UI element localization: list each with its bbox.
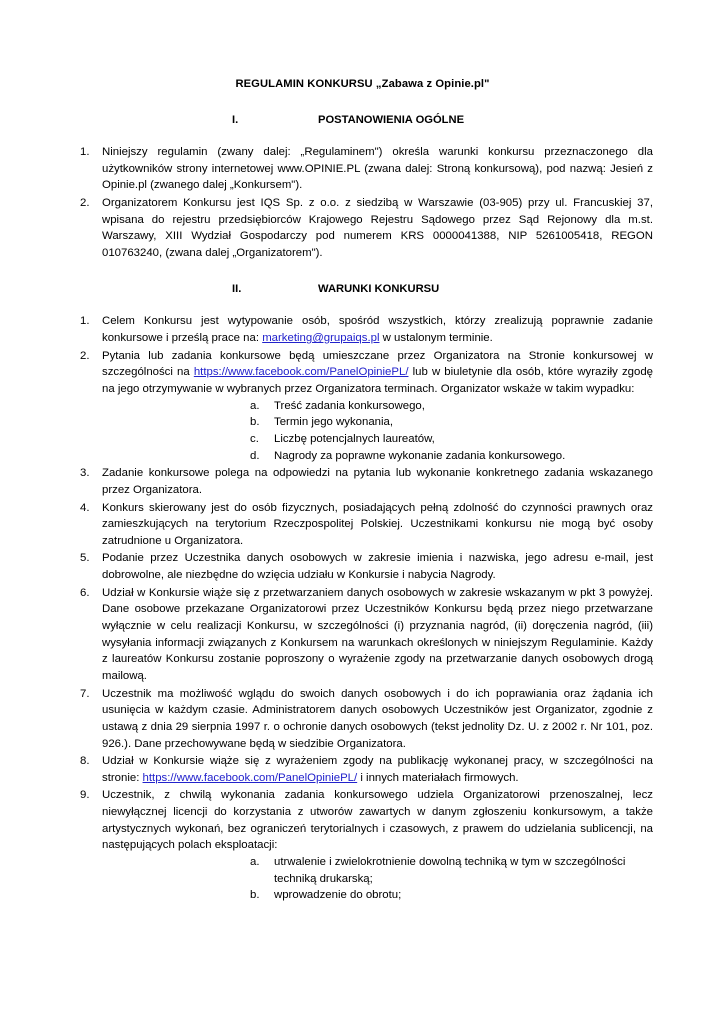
sub-list-marker: d. bbox=[250, 449, 260, 462]
sub-list-item bbox=[102, 887, 653, 904]
sub-list-marker: b. bbox=[250, 889, 260, 902]
list-item-text-tail: lub w biuletynie dla osób, które wyraziły zgodę na jego otrzymywanie w wybranych przez Organizatora terminach. Organizator wskaże w takim wypadku: bbox=[102, 366, 653, 396]
list-item-text: Celem Konkursu jest wytypowanie osób, spośród wszystkich, którzy zrealizują poprawnie zadanie konkursowe i prześlą prace na: bbox=[102, 315, 653, 345]
list-item bbox=[72, 500, 653, 550]
section-title: POSTANOWIENIA OGÓLNE bbox=[318, 114, 465, 126]
sub-list-item-text: Liczbę potencjalnych laureatów, bbox=[274, 432, 435, 445]
sub-list-item-text: Nagrody za poprawne wykonanie zadania konkursowego. bbox=[274, 449, 566, 462]
sub-list-item bbox=[102, 431, 653, 448]
sub-list bbox=[102, 854, 653, 904]
section-numeral: II. bbox=[232, 283, 242, 296]
list-item-text: Zadanie konkursowe polega na odpowiedzi na pytania lub wykonanie konkretnego zadania wskazanego przez Organizatora. bbox=[102, 467, 653, 496]
list-marker: 1. bbox=[80, 146, 90, 158]
sub-list-marker: a. bbox=[250, 855, 260, 868]
list-marker: 2. bbox=[80, 349, 90, 362]
list-item bbox=[72, 313, 653, 346]
list-item-text-tail: i innych materiałach firmowych. bbox=[357, 771, 519, 784]
sub-list bbox=[102, 398, 653, 465]
list-marker: 1. bbox=[80, 315, 90, 328]
list-marker: 6. bbox=[80, 586, 90, 599]
list-marker: 4. bbox=[80, 501, 90, 514]
page-title: REGULAMIN KONKURSU „Zabawa z Opinie.pl" bbox=[235, 78, 490, 90]
section-title: WARUNKI KONKURSU bbox=[318, 283, 440, 296]
section-1-list bbox=[72, 144, 653, 261]
sub-list-item bbox=[102, 448, 653, 465]
list-item bbox=[72, 195, 653, 262]
list-marker: 2. bbox=[80, 196, 90, 209]
list-marker: 9. bbox=[80, 789, 90, 802]
sub-list-item-text: Termin jego wykonania, bbox=[274, 416, 394, 429]
list-item bbox=[72, 585, 653, 685]
sub-list-item bbox=[102, 854, 653, 887]
list-item-text: Uczestnik ma możliwość wglądu do swoich danych osobowych i do ich poprawiania oraz żądania ich usunięcia w każdym czasie. Administratorem danych osobowych Uczestników jest Organizator, zgodnie z ustawą z dnia 29 sierpnia 1997 r. o ochronie danych osobowych (tekst jednolity Dz. U. z 2002 r. Nr 101, poz. 926.). Dane przechowywane będą w siedzibie Organizatora. bbox=[102, 687, 653, 750]
facebook-link-panelopiniepl[interactable]: https://www.facebook.com/PanelOpiniePL/ bbox=[193, 366, 409, 379]
list-item bbox=[72, 144, 653, 194]
section-heading-1 bbox=[72, 114, 653, 126]
list-item bbox=[72, 465, 653, 498]
list-item-text-tail: w ustalonym terminie. bbox=[379, 332, 493, 345]
sub-list-item-text: wprowadzenie do obrotu; bbox=[274, 889, 402, 902]
list-item-text: Podanie przez Uczestnika danych osobowych w zakresie imienia i nazwiska, jego adresu e-mail, jest dobrowolne, ale niezbędne do wzięcia udziału w Konkursie i nabycia Nagrody. bbox=[102, 552, 653, 582]
list-item bbox=[72, 348, 653, 464]
sub-list-item-text: Treść zadania konkursowego, bbox=[274, 399, 425, 412]
list-marker: 8. bbox=[80, 755, 90, 768]
list-item bbox=[72, 787, 653, 903]
list-item bbox=[72, 753, 653, 786]
sub-list-item bbox=[102, 414, 653, 431]
list-item-text: Organizatorem Konkursu jest IQS Sp. z o.o. z siedzibą w Warszawie (03-905) przy ul. Francuskiej 37, wpisana do rejestru przedsiębiorców Krajowego Rejestru Sądowego przez Sąd Rejonowy dla m.st. Warszawy, XIII Wydział Gospodarczy pod numerem KRS 0000041388, NIP 5261005418, REGON 010763240, (zwana dalej „Organizatorem"). bbox=[102, 196, 653, 259]
list-item-text: Niniejszy regulamin (zwany dalej: „Regulaminem") określa warunki konkursu przeznaczonego dla użytkowników strony internetowej www.OPINIE.PL (zwana dalej: Stroną konkursową), pod nazwą: Jesień z Opinie.pl (zwanego dalej „Konkursem"). bbox=[102, 146, 653, 192]
sub-list-marker: a. bbox=[250, 399, 260, 412]
section-2-list bbox=[72, 313, 653, 903]
list-item-text: Udział w Konkursie wiąże się z wyrażeniem zgody na publikację wykonanej pracy, w szczególności na stronie: bbox=[102, 755, 653, 784]
list-marker: 7. bbox=[80, 687, 90, 700]
list-item-text: Uczestnik, z chwilą wykonania zadania konkursowego udziela Organizatorowi przenoszalnej, lecz niewyłącznej licencji do korzystania z utworów zawartych w danym zgłoszeniu konkursowym, a także artystycznych wykonań, bez ograniczeń terytorialnych i czasowych, z prawem do udzielania sublicencji, na następujących polach eksploatacji: bbox=[102, 789, 653, 852]
facebook-link-panelopiniepl-2[interactable]: https://www.facebook.com/PanelOpiniePL/ bbox=[142, 771, 358, 784]
list-item bbox=[72, 686, 653, 753]
list-item-text: Udział w Konkursie wiąże się z przetwarzaniem danych osobowych w zakresie wskazanym w pkt 3 powyżej. Dane osobowe przekazane Organizatorowi przez Uczestników Konkursu będą przez niego przetwarzane wyłącznie w celu realizacji Konkursu, w szczególności (i) przyznania nagród, (ii) doręczenia nagród, (iii) wysyłania informacji związanych z Konkursem na warunkach określonych w niniejszym Regulaminie. Każdy z laureatów Konkursu zostanie poproszony o wyrażenie zgody na przetwarzanie danych osobowych drogą mailową. bbox=[102, 586, 653, 682]
sub-list-marker: b. bbox=[250, 416, 260, 429]
list-marker: 3. bbox=[80, 467, 90, 480]
list-item-text: Pytania lub zadania konkursowe będą umieszczane przez Organizatora na Stronie konkursowej w szczególności na bbox=[102, 349, 653, 379]
list-marker: 5. bbox=[80, 552, 90, 565]
section-numeral: I. bbox=[232, 114, 239, 126]
sub-list-marker: c. bbox=[250, 432, 259, 445]
sub-list-item bbox=[102, 398, 653, 415]
sub-list-item-text: utrwalenie i zwielokrotnienie dowolną techniką w tym w szczególności techniką drukarską; bbox=[274, 855, 626, 885]
section-heading-2 bbox=[72, 283, 653, 295]
list-item-text: Konkurs skierowany jest do osób fizycznych, posiadających pełną zdolność do czynności prawnych oraz zamieszkujących na terytorium Rzeczpospolitej Polskiej. Uczestnikami konkursu nie mogą być osoby zatrudnione u Organizatora. bbox=[102, 501, 653, 547]
list-item bbox=[72, 550, 653, 583]
email-link-marketing[interactable]: marketing@grupaiqs.pl bbox=[262, 332, 380, 345]
